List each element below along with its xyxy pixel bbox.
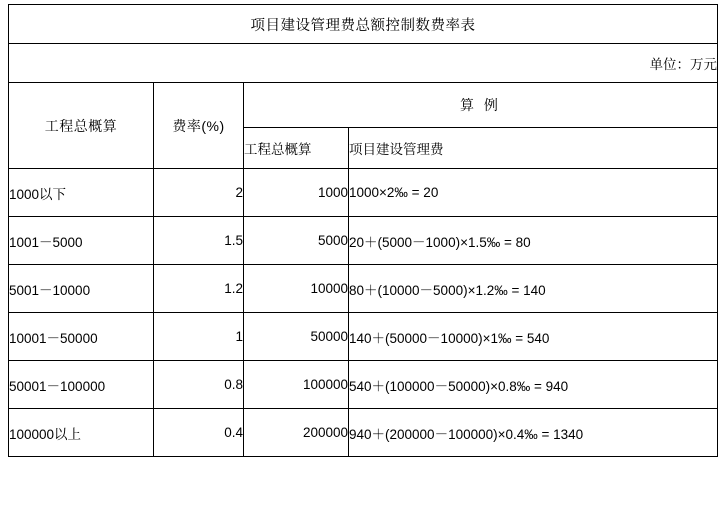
cell-calculation: 140＋(50000－10000)×1‰ = 540	[349, 313, 718, 361]
cell-range: 5001－10000	[9, 265, 154, 313]
document-title: 项目建设管理费总额控制数费率表	[9, 5, 718, 44]
table-row	[9, 361, 718, 409]
cell-rate: 0.8	[154, 361, 244, 409]
cell-example-budget: 50000	[244, 313, 349, 361]
cell-rate: 1.2	[154, 265, 244, 313]
header-example-fee: 项目建设管理费	[349, 128, 718, 169]
cell-example-budget: 100000	[244, 361, 349, 409]
table-unit-row	[9, 44, 718, 83]
cell-rate: 1	[154, 313, 244, 361]
cell-range: 100000以上	[9, 409, 154, 457]
cell-range: 10001－50000	[9, 313, 154, 361]
cell-example-budget: 10000	[244, 265, 349, 313]
cell-example-budget: 1000	[244, 169, 349, 217]
table-row	[9, 217, 718, 265]
header-total-budget: 工程总概算	[9, 83, 154, 169]
unit-note: 单位：万元	[9, 44, 718, 83]
table-row	[9, 169, 718, 217]
cell-range: 50001－100000	[9, 361, 154, 409]
cell-calculation: 540＋(100000－50000)×0.8‰ = 940	[349, 361, 718, 409]
cell-rate: 1.5	[154, 217, 244, 265]
table-title-row	[9, 5, 718, 44]
cell-range: 1001－5000	[9, 217, 154, 265]
table-row	[9, 265, 718, 313]
header-example-total-budget: 工程总概算	[244, 128, 349, 169]
table-header-row-1	[9, 83, 718, 128]
table-row	[9, 409, 718, 457]
cell-calculation: 1000×2‰ = 20	[349, 169, 718, 217]
cell-calculation: 80＋(10000－5000)×1.2‰ = 140	[349, 265, 718, 313]
cell-example-budget: 200000	[244, 409, 349, 457]
cell-example-budget: 5000	[244, 217, 349, 265]
cell-rate: 2	[154, 169, 244, 217]
cell-range: 1000以下	[9, 169, 154, 217]
cell-calculation: 940＋(200000－100000)×0.4‰ = 1340	[349, 409, 718, 457]
fee-rate-table	[8, 4, 718, 457]
header-example-group: 算 例	[244, 83, 718, 128]
table-row	[9, 313, 718, 361]
cell-calculation: 20＋(5000－1000)×1.5‰ = 80	[349, 217, 718, 265]
cell-rate: 0.4	[154, 409, 244, 457]
header-rate: 费率(%)	[154, 83, 244, 169]
